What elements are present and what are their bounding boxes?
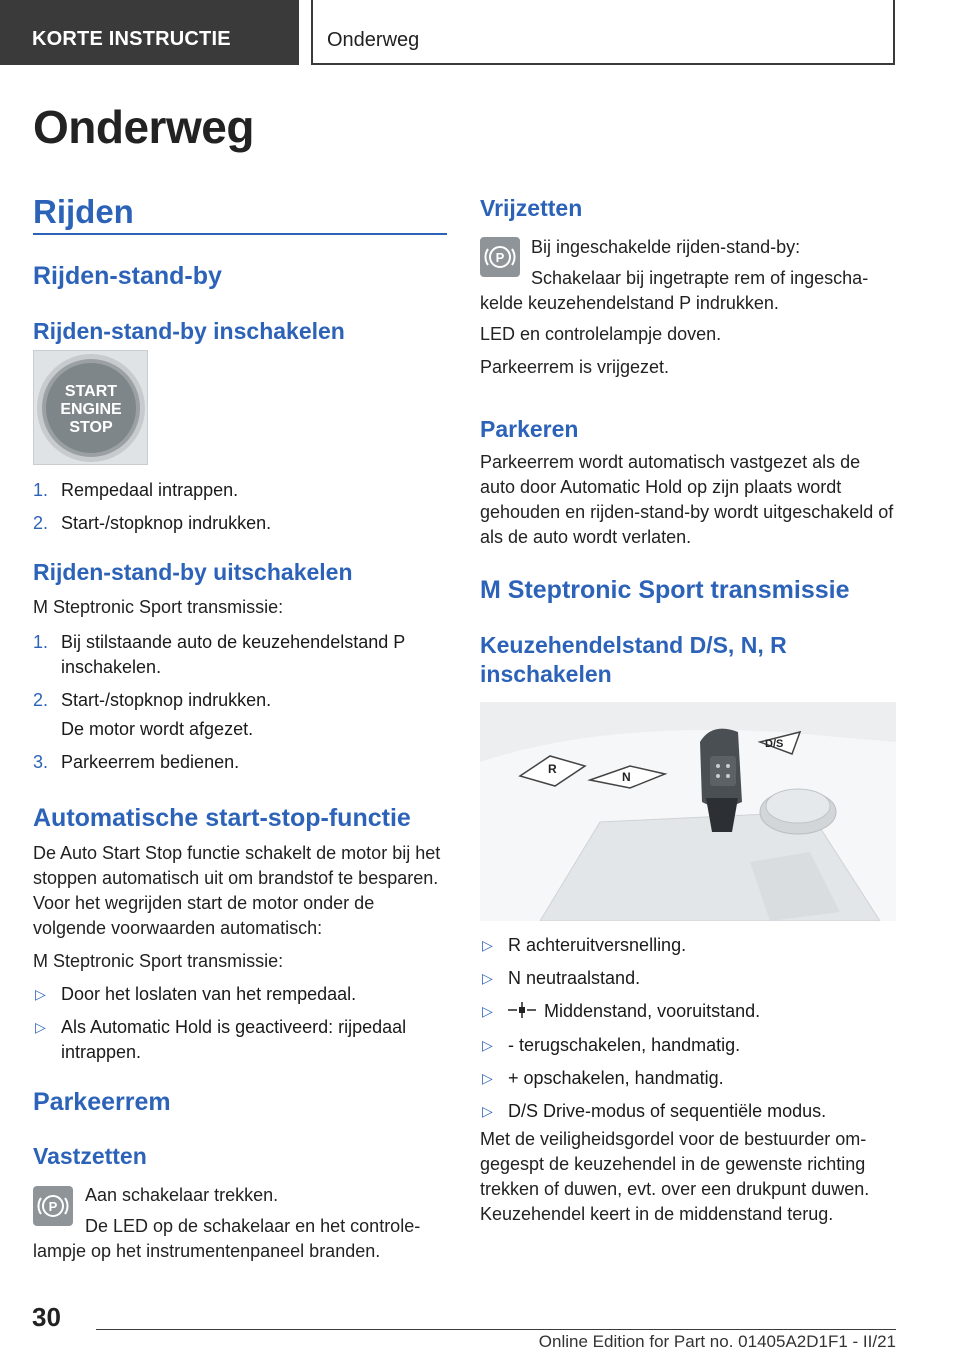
steps-standby-off [33,630,447,783]
svg-text:P: P [48,1199,58,1214]
triangle-bullet-icon: ▷ [482,1003,493,1019]
list-item: 3. Parkeerrem bedienen. [33,752,240,772]
page-title: Onderweg [33,101,254,153]
standby-off-intro: M Steptronic Sport transmissie: [33,597,284,617]
edition-note: Online Edition for Part no. 01405A2D1F1 - II/21 [538,1332,896,1351]
vrijzetten-line1: Bij ingeschakelde rijden-stand-by: [531,237,801,257]
list-item: 1. Rempedaal intrappen. [33,480,239,500]
vrijzetten-line4: Parkeerrem is vrijgezet. [480,357,670,377]
list-item: 2. Start-/stopknop indrukken. [33,690,272,710]
list-item: ▷ + opschakelen, handmatig. [480,1066,896,1091]
auto-conditions-list [33,982,447,1073]
triangle-bullet-icon: ▷ [482,1102,493,1119]
heading-parkeren: Parkeren [480,416,579,442]
steps-standby-on [33,478,447,544]
heading-standby-on: Rijden-stand-by inschakelen [33,318,345,344]
triangle-bullet-icon: ▷ [482,970,493,986]
list-item: ▷ Als Automatic Hold is geactiveerd: rijpedaal intrappen. [35,1017,407,1062]
list-item: ▷ Middenstand, vooruitstand. [480,999,896,1025]
gear-positions-list [480,933,896,1132]
vastzetten-line2: De LED op de schakelaar en het controlelampje op het instrumentenpaneel branden. [33,1216,421,1261]
heading-vastzetten: Vastzetten [33,1143,147,1169]
auto-intro: M Steptronic Sport transmissie: [33,951,284,971]
heading-rijden: Rijden [33,193,134,230]
triangle-bullet-icon: ▷ [482,1069,493,1086]
parkeren-text: Parkeerrem wordt automatisch vastgezet als de auto door Automatic Hold op zijn plaats wordt gehouden en rijden-stand-by wordt uitgeschakeld of als de auto wordt verlaten. [480,452,894,547]
engine-label: ENGINE [60,401,122,418]
start-engine-stop-button-image [33,350,148,465]
triangle-bullet-icon: ▷ [482,1036,493,1053]
crosshair-icon [508,1000,536,1025]
section-tab: KORTE INSTRUCTIE [0,0,299,65]
list-item: ▷ Door het loslaten van het rempedaal. [33,982,447,1007]
lever-label-r: R [548,762,557,776]
list-item: ▷ N neutraalstand. [480,966,896,991]
triangle-bullet-icon: ▷ [35,1019,46,1035]
heading-rule [33,233,447,235]
list-item: ▷ - terugschakelen, handmatig. [480,1033,896,1058]
gear-selector-image [480,702,896,921]
start-label: START [64,383,118,400]
footer-rule [96,1329,896,1330]
heading-steptronic: M Steptronic Sport transmissie [480,576,850,604]
auto-start-stop-text: De Auto Start Stop functie schakelt de motor bij het stoppen automatisch uit om brandstof te besparen. Voor het wegrijden start de motor onder de volgende voorwaarden automatisch: [33,843,441,938]
list-item: ▷ R achteruitversnelling. [480,933,896,958]
triangle-bullet-icon: ▷ [35,986,46,1002]
triangle-bullet-icon: ▷ [482,937,493,953]
closing-text: Met de veiligheidsgordel voor de bestuurder omgegespt de keuzehendel in de gewenste richting trekken of duwen, evt. over een drukpunt duwen. Keuzehendel keert in de middenstand terug. [480,1129,870,1224]
heading-standby-off: Rijden-stand-by uitschakelen [33,559,353,585]
chapter-tab: Onderweg [311,0,895,65]
stop-label: STOP [69,419,113,436]
heading-keuzehendel: Keuzehendelstand D/S, N, R inschakelen [480,632,787,687]
heading-vrijzetten: Vrijzetten [480,195,583,221]
list-item-sub: De motor wordt afgezet. [61,719,254,739]
svg-text:P: P [495,250,505,265]
heading-standby: Rijden-stand-by [33,262,222,290]
list-item: ▷ D/S Drive-modus of sequentiële modus. [480,1099,896,1124]
vrijzetten-line3: LED en controlelampje doven. [480,324,722,344]
lever-label-n: N [622,770,631,784]
list-item: 2. Start-/stopknop indrukken. [33,513,272,533]
heading-parkeerrem: Parkeerrem [33,1088,171,1116]
lever-label-ds: D/S [765,738,784,750]
vrijzetten-line2: Schakelaar bij ingetrapte rem of ingeschakelde keuzehendelstand P indrukken. [480,268,869,313]
heading-auto-start-stop: Automatische start-stop-functie [33,804,411,832]
vastzetten-line1: Aan schakelaar trekken. [85,1185,279,1205]
list-item: 1. Bij stilstaande auto de keuzehendelstand P inschakelen. [33,632,405,677]
page-number: 30 [32,1302,61,1332]
